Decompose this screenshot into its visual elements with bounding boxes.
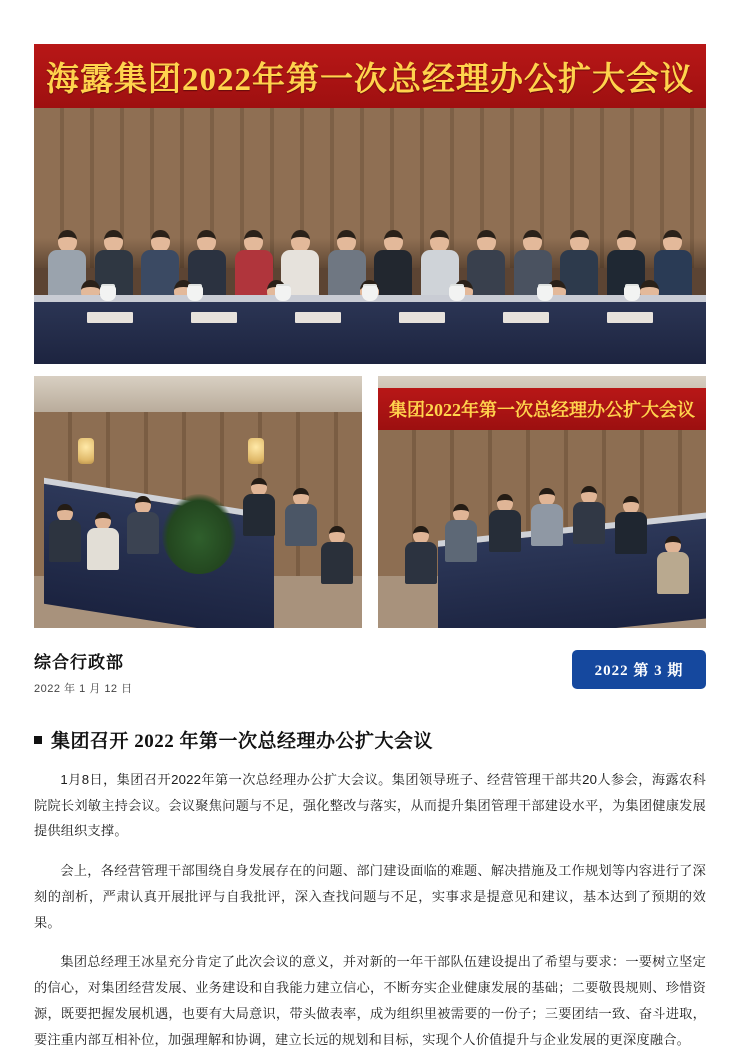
publish-date: 2022 年 1 月 12 日 [34, 683, 133, 695]
hero-nameplates [34, 312, 706, 323]
article-paragraph: 集团总经理王冰星充分肯定了此次会议的意义，并对新的一年干部队伍建设提出了希望与要求：一要树立坚定的信心，对集团经营发展、业务建设和自我能力建立信心，不断夯实企业健康发展的基础；二要敬畏规则、珍惜资源，既要把握发展机遇，也要有大局意识，带头做表率，成为组织里被需要的一份子；三要团结一致、奋斗进取，要注重内部互相补位，加强理解和协调，建立长远的规划和目标，实现个人价值提升与企业发展的更深度融合。 [34, 954, 706, 1047]
article [34, 726, 706, 1052]
meta-row [34, 648, 706, 696]
person-figure [656, 536, 690, 594]
square-bullet-icon [34, 736, 42, 744]
article-headline [34, 726, 706, 753]
person-figure [320, 526, 354, 584]
hero-conference-table [34, 295, 706, 364]
nameplate [607, 312, 653, 323]
tea-cup [537, 286, 553, 301]
ceiling [34, 376, 362, 412]
person-figure [530, 488, 564, 546]
meeting-room-photo-left [34, 376, 362, 628]
wall-lamp-icon [248, 438, 264, 464]
person-figure [614, 496, 648, 554]
tea-cup [362, 286, 378, 301]
person-figure [404, 526, 438, 584]
meeting-room-photo-right [378, 376, 706, 628]
publisher-info [34, 648, 133, 696]
hero-banner-text: 海露集团2022年第一次总经理办公扩大会议 [46, 61, 694, 98]
article-headline-text: 集团召开 2022 年第一次总经理办公扩大会议 [51, 731, 434, 752]
issue-badge: 2022 第 3 期 [572, 650, 706, 689]
nameplate [503, 312, 549, 323]
hero-photo [34, 44, 706, 364]
person-figure [444, 504, 478, 562]
person-figure [242, 478, 276, 536]
person-figure [488, 494, 522, 552]
newsletter-page [0, 44, 740, 1049]
nameplate [295, 312, 341, 323]
nameplate [87, 312, 133, 323]
hero-cups [34, 286, 706, 301]
department-name: 综合行政部 [34, 653, 124, 672]
tea-cup [624, 286, 640, 301]
photo-row [34, 376, 706, 628]
person-figure [572, 486, 606, 544]
person-figure [86, 512, 120, 570]
photo-banner [378, 388, 706, 430]
wall-lamp-icon [78, 438, 94, 464]
potted-plant [162, 494, 236, 574]
nameplate [399, 312, 445, 323]
tea-cup [187, 286, 203, 301]
photo-banner-text: 集团2022年第一次总经理办公扩大会议 [389, 400, 695, 420]
hero-banner [34, 44, 706, 108]
tea-cup [100, 286, 116, 301]
nameplate [191, 312, 237, 323]
person-figure [284, 488, 318, 546]
article-paragraph: 1月8日，集团召开2022年第一次总经理办公扩大会议。集团领导班子、经营管理干部共20人参会，海露农科院院长刘敏主持会议。会议聚焦问题与不足，强化整改与落实，从而提升集团管理干部建设水平，为集团健康发展提供组织支撑。 [34, 772, 706, 839]
person-figure [48, 504, 82, 562]
tea-cup [449, 286, 465, 301]
article-paragraph: 会上，各经营管理干部围绕自身发展存在的问题、部门建设面临的难题、解决措施及工作规划等内容进行了深刻的剖析，严肃认真开展批评与自我批评，深入查找问题与不足，实事求是提意见和建议，基本达到了预期的效果。 [34, 863, 706, 930]
person-figure [126, 496, 160, 554]
tea-cup [275, 286, 291, 301]
